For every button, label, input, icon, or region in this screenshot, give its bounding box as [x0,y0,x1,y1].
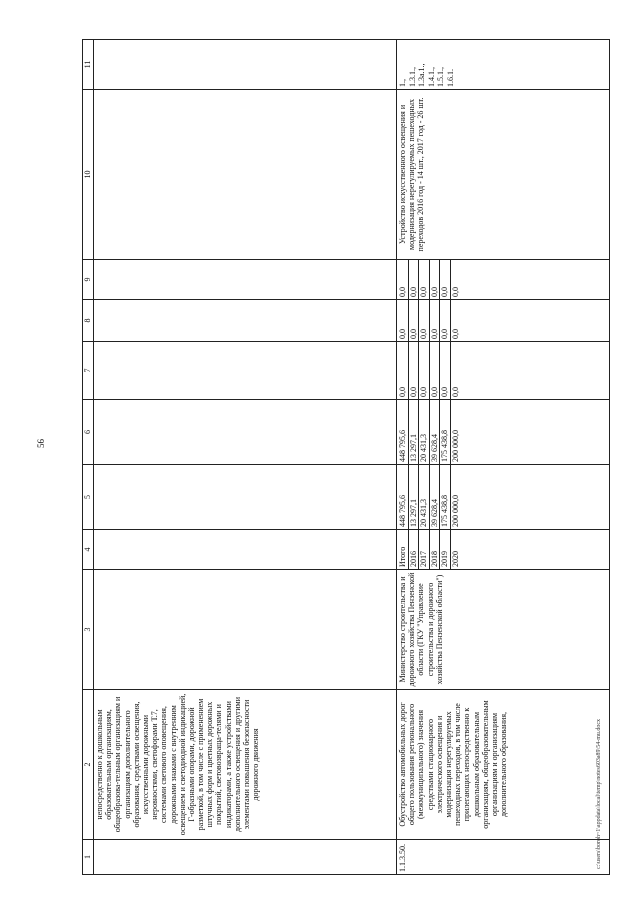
year-value: 2020 [450,551,460,567]
header-cell: 8 [83,300,94,342]
col7-value: 0,0 [419,342,430,399]
continuation-text: непосредственно к дошкольным образовательным организациям, общеобразова-тельным организациям и организациям дополнительного образования, средствами освещения, искусственными дорожными неровностями, светофорами Т.7, системами светового оповещения, дорожными знаками с внутренним освещением и светодиодной индикацией, Г-образными опорами, дорожной разметкой, в том числе с применением штучных форм и цветных дорожных покрытий, световозвраща-телями и индикаторами, а также устройствами дополнительного освещения и другими элементами повышения безопасности дорожного движения [94,690,397,840]
empty-cell [94,342,397,400]
col8-value: 0,0 [430,300,441,341]
header-cell: 1 [83,840,94,875]
indicator-value: 1.4.1., [426,67,436,87]
indicators-cell [397,40,610,90]
col7-value: 0,0 [450,387,460,397]
year-value: 2018 [430,530,441,569]
row-number: 1.1.3.50. [397,840,610,875]
col7-value: 0,0 [440,342,451,399]
col6-value: 39 628,4 [430,400,441,464]
header-cell: 4 [83,530,94,570]
header-row [83,40,94,875]
empty-cell [94,465,397,530]
col9-value: 0,0 [419,260,430,299]
col6-value: 20 431,3 [419,400,430,464]
indicator-value: 1.6.1. [445,69,455,87]
indicator-value: 1.5.1., [436,67,445,87]
indicator-value: 1.3а.1., [417,63,426,87]
year-value: Итого [398,530,409,569]
col6-value: 200 000,0 [450,430,460,462]
header-cell: 2 [83,690,94,840]
col8-value: 0,0 [409,300,420,341]
col5-value: 448 795,6 [398,465,409,529]
col9-value: 0,0 [440,260,451,299]
header-cell: 9 [83,260,94,300]
year-value: 2016 [409,530,420,569]
col9-value: 0,0 [430,260,441,299]
empty-cell [94,840,397,875]
col9-value: 0,0 [398,260,409,299]
col5-value: 200 000,0 [450,495,460,527]
empty-cell [94,90,397,260]
header-cell: 5 [83,465,94,530]
header-cell: 7 [83,342,94,400]
rotated-table-container [82,40,610,875]
row-executor: Министерство строительства и дорожного хозяйства Пензенской области (ГКУ "Управление строительства и дорожного хозяйства Пензенской области") [397,570,610,690]
col8-cell [397,300,610,342]
empty-cell [94,400,397,465]
program-table [82,39,610,875]
col7-value: 0,0 [398,342,409,399]
indicator-value: 1., [398,79,407,87]
col9-value: 0,0 [409,260,420,299]
col5-value: 175 438,8 [440,465,451,529]
col6-value: 13 297,1 [409,400,420,464]
col6-cell [397,400,610,465]
indicator-value: 1.3.1., [407,67,417,87]
col8-value: 0,0 [419,300,430,341]
table-row [397,40,610,875]
row-result: Устройство искусственного освещения и модернизация нерегулируемых пешеходных переходов 2016 год - 14 шт., 2017 год - 26 шт. [397,90,610,260]
col6-value: 448 795,6 [398,400,409,464]
col8-value: 0,0 [450,329,460,339]
header-cell: 6 [83,400,94,465]
row-name: Обустройство автомобильных дорог общего пользования регионального (межмуниципального) значения средствами стационарного электрического освещения и модернизация нерегулируемых пешеходных переходов, в том числе прилегающих непосредственно к дошкольным образовательным организациям, общеобразовательным организациям и организациям дополнительного образования, [397,690,610,840]
empty-cell [94,260,397,300]
col5-cell [397,465,610,530]
continuation-row [94,40,397,875]
col7-value: 0,0 [409,342,420,399]
col8-value: 0,0 [398,300,409,341]
empty-cell [94,40,397,90]
page-number: 56 [36,439,46,448]
footer-file-path: c:\users\boroh~1\appdata\local\temp\notes603a89\54-mu.docx [596,718,602,869]
years-cell [397,530,610,570]
empty-cell [94,530,397,570]
col7-cell [397,342,610,400]
col8-value: 0,0 [440,300,451,341]
col7-value: 0,0 [430,342,441,399]
col9-cell [397,260,610,300]
header-cell: 3 [83,570,94,690]
col9-value: 0,0 [450,287,460,297]
header-cell: 11 [83,40,94,90]
col5-value: 39 628,4 [430,465,441,529]
header-cell: 10 [83,90,94,260]
year-value: 2017 [419,530,430,569]
col6-value: 175 438,8 [440,400,451,464]
year-value: 2019 [440,530,451,569]
col5-value: 13 297,1 [409,465,420,529]
col5-value: 20 431,3 [419,465,430,529]
empty-cell [94,300,397,342]
empty-cell [94,570,397,690]
